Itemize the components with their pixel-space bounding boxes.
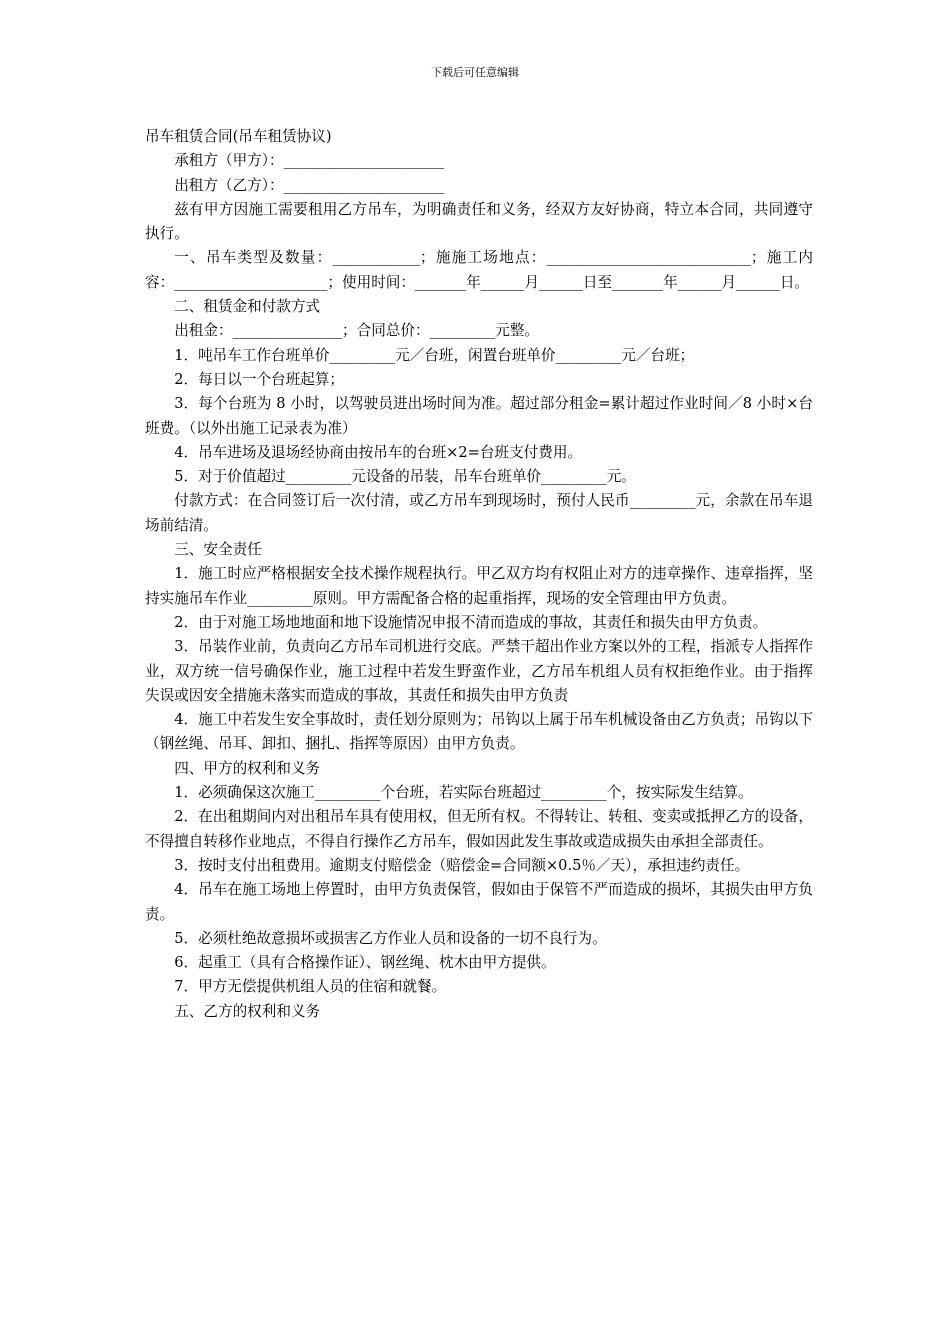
page-header-note: 下载后可任意编辑 xyxy=(431,66,519,79)
preamble-paragraph: 兹有甲方因施工需要租用乙方吊车，为明确责任和义务，经双方友好协商，特立本合同，共同遵守执行。 xyxy=(145,200,813,243)
section-2-heading: 二、租赁金和付款方式 xyxy=(174,298,321,316)
clause-3-4: 4．施工中若发生安全事故时，责任划分原则为；吊钩以上属于吊车机械设备由乙方负责；吊钩以下（钢丝绳、吊耳、卸扣、捆扎、指挥等原因）由甲方负责。 xyxy=(145,711,813,753)
clause-4-6: 6．起重工（具有合格操作证）、钢丝绳、枕木由甲方提供。 xyxy=(174,954,556,972)
payment-method: 付款方式：在合同签订后一次付清，或乙方吊车到现场时，预付人民币_________元，余款在吊车退场前结清。 xyxy=(145,492,813,534)
contract-body xyxy=(145,125,813,1024)
clause-3-3: 3．吊装作业前，负责向乙方吊车司机进行交底。严禁干超出作业方案以外的工程，指派专人指挥作业，双方统一信号确保作业，施工过程中若发生野蛮作业，乙方吊车机组人员有权拒绝作业。由于指挥失误或因安全措施未落实而造成的事故，其责任和损失由甲方负责 xyxy=(145,638,813,704)
clause-4-3: 3．按时支付出租费用。逾期支付赔偿金（赔偿金=合同额×0.5％／天），承担违约责任。 xyxy=(174,856,750,874)
rent-line: 出租金：_______________；合同总价：_________元整。 xyxy=(174,322,540,340)
section-1-crane-type: 一、吊车类型及数量：____________；施施工场地点：____________________________；施工内容：_____________________；使用时间：_______年______月______日至_______年______月______日。 xyxy=(145,249,813,291)
section-4-heading: 四、甲方的权利和义务 xyxy=(174,759,321,777)
clause-4-4: 4．吊车在施工场地上停置时，由甲方负责保管，假如由于保管不严而造成的损坏，其损失由甲方负责。 xyxy=(145,881,813,923)
lessor-line: 出租方（乙方）：______________________ xyxy=(174,176,445,194)
clause-4-7: 7．甲方无偿提供机组人员的住宿和就餐。 xyxy=(174,978,447,996)
clause-4-1: 1．必须确保这次施工_________个台班，若实际台班超过_________个，按实际发生结算。 xyxy=(174,784,753,802)
clause-2-5: 5．对于价值超过_________元设备的吊装，吊车台班单价_________元。 xyxy=(174,468,636,486)
clause-3-1: 1．施工时应严格根据安全技术操作规程执行。甲乙双方均有权阻止对方的违章操作、违章指挥，坚持实施吊车作业_________原则。甲方需配备合格的起重指挥，现场的安全管理由甲方负责。 xyxy=(145,565,813,607)
clause-4-5: 5．必须杜绝故意损坏或损害乙方作业人员和设备的一切不良行为。 xyxy=(174,929,607,947)
clause-3-2: 2．由于对施工场地地面和地下设施情况申报不清而造成的事故，其责任和损失由甲方负责。 xyxy=(174,613,768,631)
clause-2-2: 2．每日以一个台班起算； xyxy=(174,370,345,388)
lessee-line: 承租方（甲方）：______________________ xyxy=(174,152,445,170)
clause-4-2: 2．在出租期间内对出租吊车具有使用权，但无所有权。不得转让、转租、变卖或抵押乙方的设备，不得擅自转移作业地点，不得自行操作乙方吊车，假如因此发生事故或造成损失由承担全部责任。 xyxy=(145,808,813,850)
clause-2-1: 1．吨吊车工作台班单价_________元／台班，闲置台班单价_________元／台班； xyxy=(174,346,695,364)
clause-2-3: 3．每个台班为 8 小时，以驾驶员进出场时间为准。超过部分租金=累计超过作业时间／8 小时×台班费。（以外出施工记录表为准） xyxy=(145,395,813,437)
section-3-heading: 三、安全责任 xyxy=(174,541,262,559)
document-title: 吊车租赁合同(吊车租赁协议) xyxy=(145,128,332,145)
clause-2-4: 4．吊车进场及退场经协商由按吊车的台班×2=台班支付费用。 xyxy=(174,443,583,461)
section-5-heading: 五、乙方的权利和义务 xyxy=(174,1002,321,1020)
